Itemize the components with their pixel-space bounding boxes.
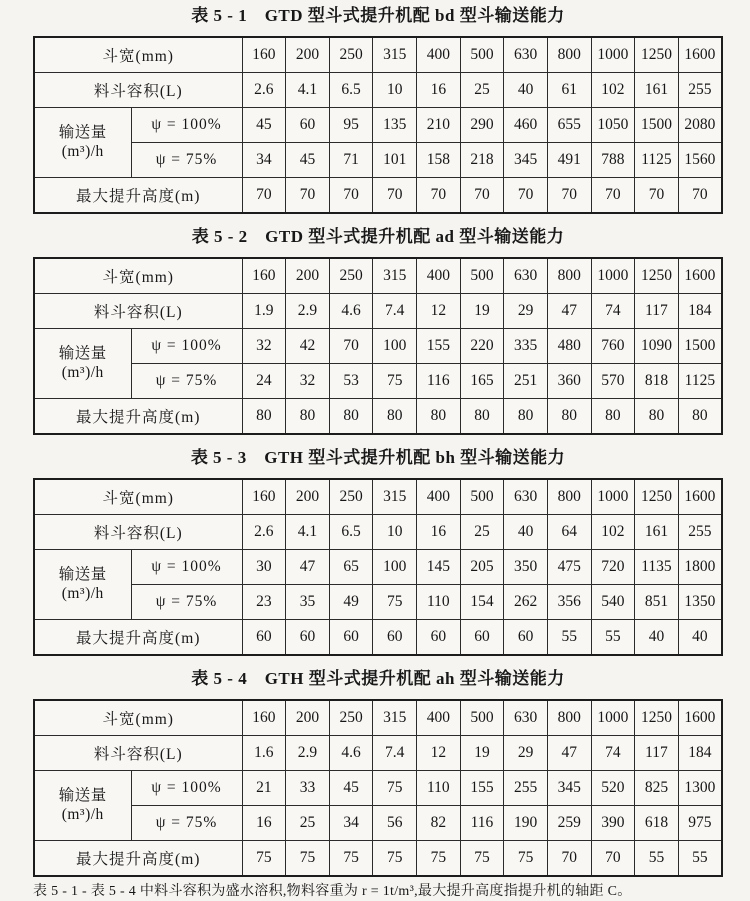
max-height-value: 80	[242, 399, 286, 435]
capacity-psi75-value: 101	[373, 143, 417, 178]
bucket-width-value: 200	[286, 258, 330, 294]
row-label-max-height: 最大提升高度(m)	[34, 841, 242, 877]
bucket-width-value: 500	[460, 700, 504, 736]
row-label-bucket-volume: 料斗容积(L)	[34, 515, 242, 550]
bucket-volume-value: 4.6	[329, 736, 373, 771]
row-label-capacity: 输送量 (m³)/h	[34, 329, 131, 399]
row-label-capacity: 输送量 (m³)/h	[34, 771, 131, 841]
max-height-value: 75	[373, 841, 417, 877]
bucket-volume-value: 2.6	[242, 73, 286, 108]
table-row	[34, 73, 722, 108]
row-label-psi-100: ψ = 100%	[131, 108, 242, 143]
max-height-value: 80	[417, 399, 461, 435]
capacity-psi75-value: 262	[504, 585, 548, 620]
capacity-psi100-value: 135	[373, 108, 417, 143]
bucket-width-value: 1000	[591, 700, 635, 736]
bucket-volume-value: 25	[460, 515, 504, 550]
bucket-volume-value: 19	[460, 736, 504, 771]
bucket-width-value: 630	[504, 37, 548, 73]
table-row	[34, 143, 722, 178]
capacity-psi75-value: 218	[460, 143, 504, 178]
capacity-psi100-value: 21	[242, 771, 286, 806]
bucket-volume-value: 29	[504, 736, 548, 771]
bucket-volume-value: 2.6	[242, 515, 286, 550]
max-height-value: 80	[591, 399, 635, 435]
bucket-volume-value: 10	[373, 515, 417, 550]
capacity-psi75-value: 390	[591, 806, 635, 841]
capacity-psi100-value: 75	[373, 771, 417, 806]
bucket-width-value: 1250	[635, 479, 679, 515]
table-row	[34, 841, 722, 877]
row-label-bucket-width: 斗宽(mm)	[34, 258, 242, 294]
max-height-value: 80	[678, 399, 722, 435]
capacity-psi75-value: 45	[286, 143, 330, 178]
bucket-volume-value: 7.4	[373, 294, 417, 329]
capacity-psi100-value: 70	[329, 329, 373, 364]
table-title: 表 5 - 2 GTD 型斗式提升机配 ad 型斗输送能力	[191, 227, 565, 246]
max-height-value: 80	[373, 399, 417, 435]
table-title: 表 5 - 4 GTH 型斗式提升机配 ah 型斗输送能力	[191, 669, 565, 688]
capacity-psi75-value: 23	[242, 585, 286, 620]
capacity-psi75-value: 116	[460, 806, 504, 841]
row-label-psi-100: ψ = 100%	[131, 771, 242, 806]
capacity-psi75-value: 16	[242, 806, 286, 841]
capacity-psi75-value: 570	[591, 364, 635, 399]
capacity-table	[33, 36, 723, 214]
bucket-volume-value: 2.9	[286, 294, 330, 329]
max-height-value: 75	[504, 841, 548, 877]
capacity-psi100-value: 720	[591, 550, 635, 585]
bucket-volume-value: 2.9	[286, 736, 330, 771]
bucket-volume-value: 12	[417, 294, 461, 329]
capacity-psi75-value: 618	[635, 806, 679, 841]
bucket-volume-value: 47	[547, 294, 591, 329]
capacity-psi100-value: 100	[373, 329, 417, 364]
max-height-value: 60	[242, 620, 286, 656]
table-row	[34, 399, 722, 435]
bucket-volume-value: 6.5	[329, 73, 373, 108]
bucket-volume-value: 16	[417, 73, 461, 108]
bucket-volume-value: 117	[635, 294, 679, 329]
bucket-volume-value: 12	[417, 736, 461, 771]
bucket-width-value: 1600	[678, 700, 722, 736]
max-height-value: 60	[286, 620, 330, 656]
capacity-psi100-value: 205	[460, 550, 504, 585]
row-label-bucket-volume: 料斗容积(L)	[34, 736, 242, 771]
bucket-volume-value: 47	[547, 736, 591, 771]
bucket-width-value: 160	[242, 37, 286, 73]
table-row	[34, 258, 722, 294]
bucket-width-value: 1600	[678, 479, 722, 515]
bucket-width-value: 500	[460, 37, 504, 73]
capacity-psi75-value: 345	[504, 143, 548, 178]
bucket-width-value: 400	[417, 479, 461, 515]
table-row	[34, 806, 722, 841]
bucket-volume-value: 161	[635, 515, 679, 550]
capacity-psi100-value: 1300	[678, 771, 722, 806]
capacity-psi100-value: 1500	[678, 329, 722, 364]
capacity-psi75-value: 259	[547, 806, 591, 841]
max-height-value: 80	[635, 399, 679, 435]
bucket-width-value: 630	[504, 479, 548, 515]
row-label-psi-100: ψ = 100%	[131, 550, 242, 585]
max-height-value: 70	[504, 178, 548, 214]
bucket-width-value: 800	[547, 37, 591, 73]
row-label-max-height: 最大提升高度(m)	[34, 620, 242, 656]
capacity-psi100-value: 210	[417, 108, 461, 143]
bucket-width-value: 160	[242, 258, 286, 294]
capacity-psi75-value: 356	[547, 585, 591, 620]
bucket-volume-value: 184	[678, 736, 722, 771]
table-section-2	[33, 227, 723, 435]
capacity-psi100-value: 60	[286, 108, 330, 143]
capacity-table	[33, 478, 723, 656]
bucket-width-value: 315	[373, 479, 417, 515]
bucket-width-value: 1600	[678, 258, 722, 294]
bucket-volume-value: 1.9	[242, 294, 286, 329]
bucket-width-value: 200	[286, 700, 330, 736]
bucket-volume-value: 64	[547, 515, 591, 550]
capacity-psi100-value: 42	[286, 329, 330, 364]
max-height-value: 75	[329, 841, 373, 877]
capacity-psi75-value: 71	[329, 143, 373, 178]
bucket-volume-value: 184	[678, 294, 722, 329]
bucket-width-value: 500	[460, 258, 504, 294]
table-row	[34, 479, 722, 515]
max-height-value: 55	[635, 841, 679, 877]
max-height-value: 80	[286, 399, 330, 435]
capacity-psi100-value: 2080	[678, 108, 722, 143]
row-label-psi-75: ψ = 75%	[131, 143, 242, 178]
row-label-psi-100: ψ = 100%	[131, 329, 242, 364]
capacity-psi100-value: 1135	[635, 550, 679, 585]
capacity-psi75-value: 25	[286, 806, 330, 841]
capacity-psi100-value: 825	[635, 771, 679, 806]
bucket-width-value: 1250	[635, 37, 679, 73]
max-height-value: 70	[373, 178, 417, 214]
capacity-psi100-value: 655	[547, 108, 591, 143]
table-title: 表 5 - 1 GTD 型斗式提升机配 bd 型斗输送能力	[191, 6, 565, 25]
bucket-width-value: 200	[286, 479, 330, 515]
bucket-width-value: 160	[242, 700, 286, 736]
capacity-psi100-value: 1500	[635, 108, 679, 143]
max-height-value: 40	[635, 620, 679, 656]
capacity-psi100-value: 110	[417, 771, 461, 806]
capacity-psi100-value: 1090	[635, 329, 679, 364]
capacity-psi100-value: 220	[460, 329, 504, 364]
bucket-volume-value: 6.5	[329, 515, 373, 550]
capacity-psi100-value: 480	[547, 329, 591, 364]
row-label-bucket-width: 斗宽(mm)	[34, 700, 242, 736]
bucket-volume-value: 4.1	[286, 73, 330, 108]
capacity-psi100-value: 45	[329, 771, 373, 806]
capacity-psi75-value: 110	[417, 585, 461, 620]
bucket-volume-value: 29	[504, 294, 548, 329]
bucket-volume-value: 117	[635, 736, 679, 771]
capacity-psi75-value: 75	[373, 364, 417, 399]
capacity-psi75-value: 75	[373, 585, 417, 620]
max-height-value: 70	[460, 178, 504, 214]
table-row	[34, 37, 722, 73]
max-height-value: 75	[460, 841, 504, 877]
max-height-value: 60	[329, 620, 373, 656]
bucket-width-value: 1250	[635, 700, 679, 736]
bucket-width-value: 160	[242, 479, 286, 515]
bucket-width-value: 1250	[635, 258, 679, 294]
bucket-width-value: 250	[329, 258, 373, 294]
bucket-volume-value: 16	[417, 515, 461, 550]
row-label-psi-75: ψ = 75%	[131, 585, 242, 620]
capacity-psi75-value: 158	[417, 143, 461, 178]
footnote: 表 5 - 1 - 表 5 - 4 中料斗容积为盛水溶积,物料容重为 r = 1t/m³,最大提升高度指提升机的轴距 C。	[33, 884, 632, 899]
max-height-value: 70	[678, 178, 722, 214]
bucket-volume-value: 25	[460, 73, 504, 108]
table-row	[34, 108, 722, 143]
capacity-psi75-value: 251	[504, 364, 548, 399]
capacity-psi100-value: 32	[242, 329, 286, 364]
capacity-table	[33, 257, 723, 435]
capacity-psi75-value: 116	[417, 364, 461, 399]
max-height-value: 70	[635, 178, 679, 214]
capacity-psi100-value: 155	[417, 329, 461, 364]
max-height-value: 70	[591, 178, 635, 214]
table-row	[34, 736, 722, 771]
capacity-psi75-value: 975	[678, 806, 722, 841]
bucket-width-value: 800	[547, 479, 591, 515]
row-label-bucket-volume: 料斗容积(L)	[34, 73, 242, 108]
capacity-psi100-value: 1800	[678, 550, 722, 585]
table-row	[34, 294, 722, 329]
capacity-psi75-value: 360	[547, 364, 591, 399]
capacity-psi75-value: 82	[417, 806, 461, 841]
capacity-psi100-value: 520	[591, 771, 635, 806]
capacity-psi100-value: 335	[504, 329, 548, 364]
bucket-volume-value: 4.1	[286, 515, 330, 550]
capacity-psi100-value: 30	[242, 550, 286, 585]
capacity-psi75-value: 1350	[678, 585, 722, 620]
max-height-value: 60	[460, 620, 504, 656]
bucket-width-value: 800	[547, 258, 591, 294]
bucket-volume-value: 40	[504, 73, 548, 108]
max-height-value: 75	[242, 841, 286, 877]
bucket-volume-value: 19	[460, 294, 504, 329]
max-height-value: 60	[504, 620, 548, 656]
row-label-capacity: 输送量 (m³)/h	[34, 108, 131, 178]
max-height-value: 80	[460, 399, 504, 435]
max-height-value: 80	[504, 399, 548, 435]
capacity-table	[33, 699, 723, 877]
capacity-psi75-value: 34	[329, 806, 373, 841]
capacity-psi100-value: 1050	[591, 108, 635, 143]
capacity-psi100-value: 33	[286, 771, 330, 806]
max-height-value: 70	[547, 178, 591, 214]
bucket-width-value: 400	[417, 258, 461, 294]
row-label-psi-75: ψ = 75%	[131, 364, 242, 399]
capacity-psi75-value: 35	[286, 585, 330, 620]
capacity-psi75-value: 788	[591, 143, 635, 178]
bucket-volume-value: 255	[678, 515, 722, 550]
max-height-value: 70	[329, 178, 373, 214]
capacity-psi100-value: 255	[504, 771, 548, 806]
row-label-bucket-width: 斗宽(mm)	[34, 37, 242, 73]
bucket-width-value: 800	[547, 700, 591, 736]
capacity-psi100-value: 155	[460, 771, 504, 806]
bucket-volume-value: 7.4	[373, 736, 417, 771]
bucket-width-value: 250	[329, 479, 373, 515]
capacity-psi100-value: 760	[591, 329, 635, 364]
bucket-width-value: 1000	[591, 37, 635, 73]
bucket-width-value: 200	[286, 37, 330, 73]
capacity-psi75-value: 1125	[678, 364, 722, 399]
max-height-value: 75	[417, 841, 461, 877]
bucket-volume-value: 40	[504, 515, 548, 550]
capacity-psi100-value: 475	[547, 550, 591, 585]
capacity-psi75-value: 154	[460, 585, 504, 620]
max-height-value: 60	[373, 620, 417, 656]
capacity-psi75-value: 818	[635, 364, 679, 399]
capacity-psi75-value: 53	[329, 364, 373, 399]
bucket-volume-value: 255	[678, 73, 722, 108]
bucket-volume-value: 10	[373, 73, 417, 108]
bucket-width-value: 315	[373, 37, 417, 73]
table-row	[34, 771, 722, 806]
bucket-width-value: 500	[460, 479, 504, 515]
max-height-value: 40	[678, 620, 722, 656]
bucket-volume-value: 74	[591, 736, 635, 771]
max-height-value: 60	[417, 620, 461, 656]
max-height-value: 70	[547, 841, 591, 877]
capacity-psi100-value: 290	[460, 108, 504, 143]
capacity-psi75-value: 1125	[635, 143, 679, 178]
row-label-bucket-volume: 料斗容积(L)	[34, 294, 242, 329]
max-height-value: 80	[547, 399, 591, 435]
capacity-psi75-value: 1560	[678, 143, 722, 178]
table-row	[34, 178, 722, 214]
max-height-value: 55	[591, 620, 635, 656]
row-label-bucket-width: 斗宽(mm)	[34, 479, 242, 515]
bucket-width-value: 315	[373, 700, 417, 736]
bucket-width-value: 250	[329, 37, 373, 73]
capacity-psi100-value: 47	[286, 550, 330, 585]
capacity-psi100-value: 345	[547, 771, 591, 806]
bucket-width-value: 1000	[591, 258, 635, 294]
table-title: 表 5 - 3 GTH 型斗式提升机配 bh 型斗输送能力	[190, 448, 566, 467]
capacity-psi75-value: 49	[329, 585, 373, 620]
row-label-max-height: 最大提升高度(m)	[34, 178, 242, 214]
table-row	[34, 700, 722, 736]
bucket-width-value: 400	[417, 37, 461, 73]
row-label-psi-75: ψ = 75%	[131, 806, 242, 841]
row-label-capacity: 输送量 (m³)/h	[34, 550, 131, 620]
bucket-width-value: 630	[504, 700, 548, 736]
bucket-width-value: 250	[329, 700, 373, 736]
capacity-psi100-value: 65	[329, 550, 373, 585]
max-height-value: 55	[678, 841, 722, 877]
bucket-width-value: 630	[504, 258, 548, 294]
capacity-psi100-value: 45	[242, 108, 286, 143]
bucket-volume-value: 161	[635, 73, 679, 108]
capacity-psi100-value: 350	[504, 550, 548, 585]
capacity-psi75-value: 851	[635, 585, 679, 620]
bucket-volume-value: 74	[591, 294, 635, 329]
capacity-psi75-value: 165	[460, 364, 504, 399]
capacity-psi75-value: 190	[504, 806, 548, 841]
capacity-psi75-value: 24	[242, 364, 286, 399]
bucket-volume-value: 102	[591, 73, 635, 108]
bucket-width-value: 1000	[591, 479, 635, 515]
bucket-volume-value: 102	[591, 515, 635, 550]
max-height-value: 70	[242, 178, 286, 214]
table-section-1	[33, 6, 723, 214]
max-height-value: 55	[547, 620, 591, 656]
bucket-volume-value: 4.6	[329, 294, 373, 329]
table-row	[34, 620, 722, 656]
capacity-psi100-value: 460	[504, 108, 548, 143]
table-row	[34, 329, 722, 364]
bucket-width-value: 315	[373, 258, 417, 294]
table-row	[34, 515, 722, 550]
capacity-psi75-value: 56	[373, 806, 417, 841]
table-row	[34, 585, 722, 620]
capacity-psi100-value: 100	[373, 550, 417, 585]
bucket-volume-value: 61	[547, 73, 591, 108]
max-height-value: 70	[417, 178, 461, 214]
capacity-psi100-value: 95	[329, 108, 373, 143]
max-height-value: 75	[286, 841, 330, 877]
max-height-value: 70	[286, 178, 330, 214]
row-label-max-height: 最大提升高度(m)	[34, 399, 242, 435]
capacity-psi100-value: 145	[417, 550, 461, 585]
capacity-psi75-value: 491	[547, 143, 591, 178]
table-section-3	[33, 448, 723, 656]
max-height-value: 80	[329, 399, 373, 435]
max-height-value: 70	[591, 841, 635, 877]
table-row	[34, 364, 722, 399]
capacity-psi75-value: 34	[242, 143, 286, 178]
table-row	[34, 550, 722, 585]
bucket-volume-value: 1.6	[242, 736, 286, 771]
capacity-psi75-value: 32	[286, 364, 330, 399]
capacity-psi75-value: 540	[591, 585, 635, 620]
bucket-width-value: 400	[417, 700, 461, 736]
bucket-width-value: 1600	[678, 37, 722, 73]
table-section-4	[33, 669, 723, 877]
